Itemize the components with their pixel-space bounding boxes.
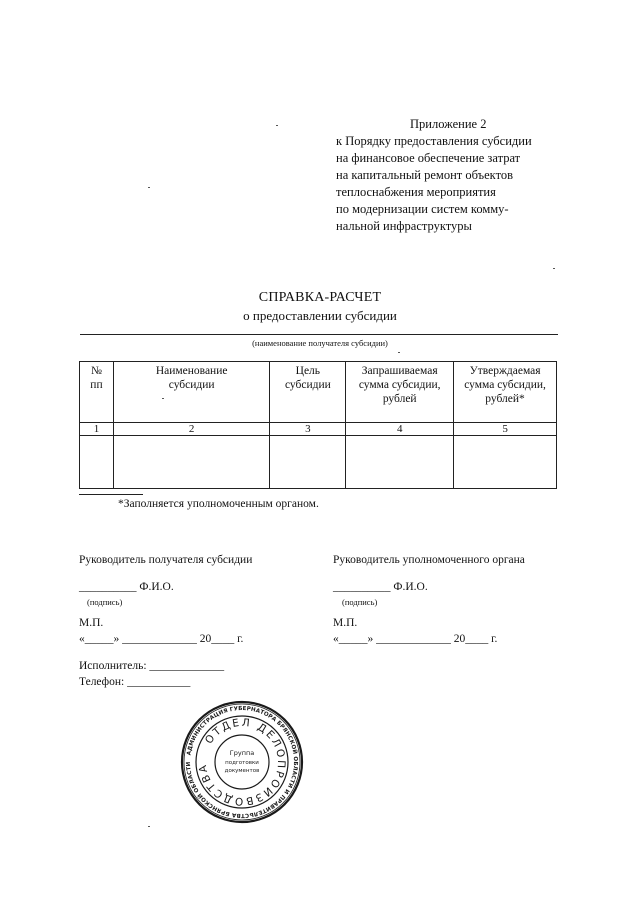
header-text: сумма субсидии, [358,379,441,391]
scan-speck [553,268,555,269]
left-date-line: «_____» _____________ 20____ г. [79,633,244,645]
stamp-department-text: ОТДЕЛ ДЕЛОПРОИЗВОДСТВА [197,716,288,808]
stamp-center-line: Группа [229,749,255,757]
scan-speck [148,826,150,827]
right-date-line: «_____» _____________ 20____ г. [333,633,498,645]
right-signature-fio: __________ Ф.И.О. [333,581,428,593]
header-text: субсидии [284,379,331,391]
right-stamp-place: М.П. [333,617,358,629]
header-text: Запрашиваемая [361,365,438,377]
official-stamp [180,700,304,824]
calculation-table [79,361,557,489]
left-signature-caption: (подпись) [87,597,123,607]
table-row [80,436,557,489]
header-cell-name [113,362,270,423]
phone-line: Телефон: ___________ [79,676,191,688]
table-cell [454,436,557,489]
appendix-title: Приложение 2 [410,117,487,131]
appendix-line: по модернизации систем комму- [336,202,509,216]
right-signature-caption: (подпись) [342,597,378,607]
table-cell [80,436,114,489]
scan-speck [398,352,400,353]
header-text: сумма субсидии, [464,379,546,391]
footnote-divider [79,494,143,495]
header-text: рублей [382,393,417,405]
header-text: Утверждаемая [469,365,541,377]
left-stamp-place: М.П. [79,617,104,629]
number-cell: 1 [80,423,114,436]
appendix-line: на капитальный ремонт объектов [336,168,514,182]
table-cell [346,436,454,489]
appendix-line: к Порядку предоставления субсидии [336,134,532,148]
stamp-ring-text: АДМИНИСТРАЦИЯ ГУБЕРНАТОРА БРЯНСКОЙ ОБЛАСТИ И ПРАВИТЕЛЬСТВА БРЯНСКОЙ ОБЛАСТИ [185,705,299,819]
header-cell-requested [346,362,454,423]
stamp-center-line: документов [224,768,260,774]
header-text: субсидии [168,379,215,391]
recipient-name-line [80,334,558,335]
table-header-row [80,362,557,423]
document-title: СПРАВКА-РАСЧЕТ [258,290,382,305]
executor-line: Исполнитель: _____________ [79,660,225,672]
appendix-line: теплоснабжения мероприятия [336,185,496,199]
appendix-line: на финансовое обеспечение затрат [336,151,521,165]
table-number-row [80,423,557,436]
table-cell [270,436,346,489]
scan-speck [148,187,150,188]
scan-speck [162,398,164,399]
scan-speck [276,125,278,126]
appendix-line: нальной инфраструктуры [336,219,472,233]
number-cell: 2 [113,423,270,436]
header-cell-purpose [270,362,346,423]
document-subtitle: о предоставлении субсидии [243,308,397,323]
header-text: рублей* [485,393,525,405]
recipient-name-caption: (наименование получателя субсидии) [252,338,388,348]
header-text: Наименование [155,365,228,377]
number-cell: 4 [346,423,454,436]
table-cell [113,436,270,489]
footnote: *Заполняется уполномоченным органом. [118,498,319,510]
header-text: № [90,365,102,377]
number-cell: 5 [454,423,557,436]
header-text: Цель [295,365,321,377]
header-text: пп [90,379,103,391]
left-signature-heading: Руководитель получателя субсидии [79,554,253,566]
stamp-center-line: подготовки [225,760,259,766]
appendix-block [336,116,532,235]
number-cell: 3 [270,423,346,436]
header-cell-number [80,362,114,423]
left-signature-fio: __________ Ф.И.О. [79,581,174,593]
header-cell-approved [454,362,557,423]
right-signature-heading: Руководитель уполномоченного органа [333,554,525,566]
